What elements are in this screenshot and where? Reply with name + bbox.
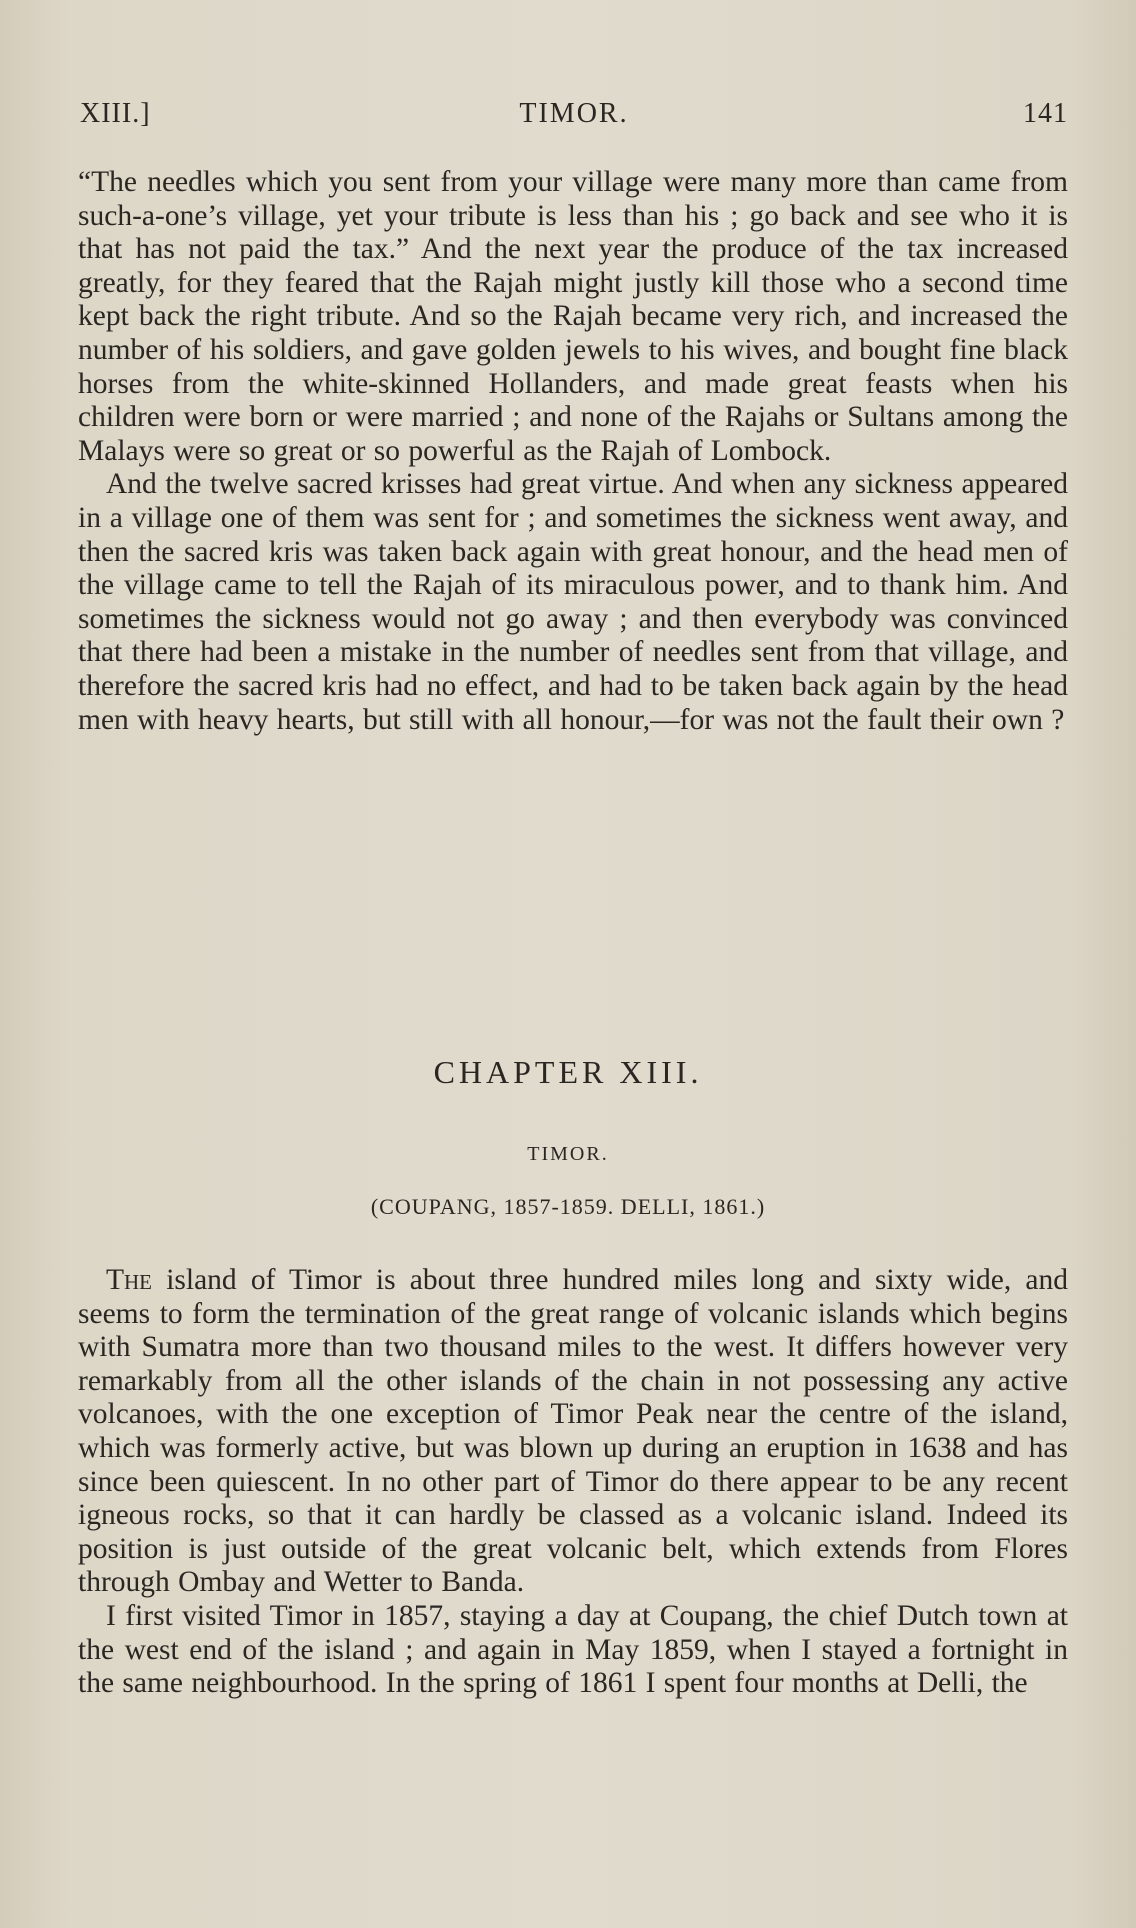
paragraph-needles: “The needles which you sent from your village were many more than came from such-a-one’s village, yet your tribute is less than his ; go back and see who it is that has not paid the tax.” And the next year the produce of the tax increased greatly, for they feared that the Rajah might justly kill those who a second time kept back the right tribute. And so the Rajah became very rich, and increased the number of his soldiers, and gave golden jewels to his wives, and bought fine black horses from the white-skinned Hollanders, and made great feasts when his children were born or were married ; and none of the Rajahs or Sultans among the Malays were so great or so powerful as the Rajah of Lombock.: [78, 166, 1068, 467]
chapter-title: CHAPTER XIII.: [433, 1054, 703, 1090]
paragraph-island: [78, 1264, 1068, 1600]
paragraph-island-text: island of Timor is about three hundred miles long and sixty wide, and seems to form the termination of the great range of volcanic islands which begins with Sumatra more than two thousand miles to the west. It differs however very remarkably from all the other islands of the chain in not possessing any active volcanoes, with the one exception of Timor Peak near the centre of the island, which was formerly active, but was blown up during an eruption in 1638 and has since been quiescent. In no other part of Timor do there appear to be any recent igneous rocks, so that it can hardly be classed as a volcanic island. Indeed its position is just outside of the great volcanic belt, which extends from Flores through Ombay and Wetter to Banda.: [78, 1264, 1068, 1599]
running-title: TIMOR.: [519, 98, 629, 129]
chapter-dates: (COUPANG, 1857-1859. DELLI, 1861.): [370, 1194, 766, 1219]
chapter-subtitle: TIMOR.: [527, 1143, 609, 1165]
running-header: [80, 98, 1068, 134]
paragraph-krisses: And the twelve sacred krisses had great virtue. And when any sickness appeared in a village one of them was sent for ; and sometimes the sickness went away, and then the sacred kris was taken back again with great honour, and the head men of the village came to tell the Rajah of its miraculous power, and to thank him. And sometimes the sickness would not go away ; and then everybody was convinced that there had been a mistake in the number of needles sent from that village, and therefore the sacred kris had no effect, and had to be taken back again by the head men with heavy hearts, but still with all honour,—for was not the fault their own ?: [78, 468, 1068, 736]
bottom-text-block: [78, 1264, 1068, 1701]
first-word: The: [106, 1264, 153, 1296]
top-text-block: [78, 166, 1068, 737]
chapter-number: XIII.]: [80, 98, 151, 129]
page-number: 141: [1023, 98, 1068, 129]
paragraph-visits: I first visited Timor in 1857, staying a day at Coupang, the chief Dutch town at the west end of the island ; and again in May 1859, when I stayed a fortnight in the same neighbourhood. In the spring of 1861 I spent four months at Delli, the: [78, 1599, 1068, 1700]
